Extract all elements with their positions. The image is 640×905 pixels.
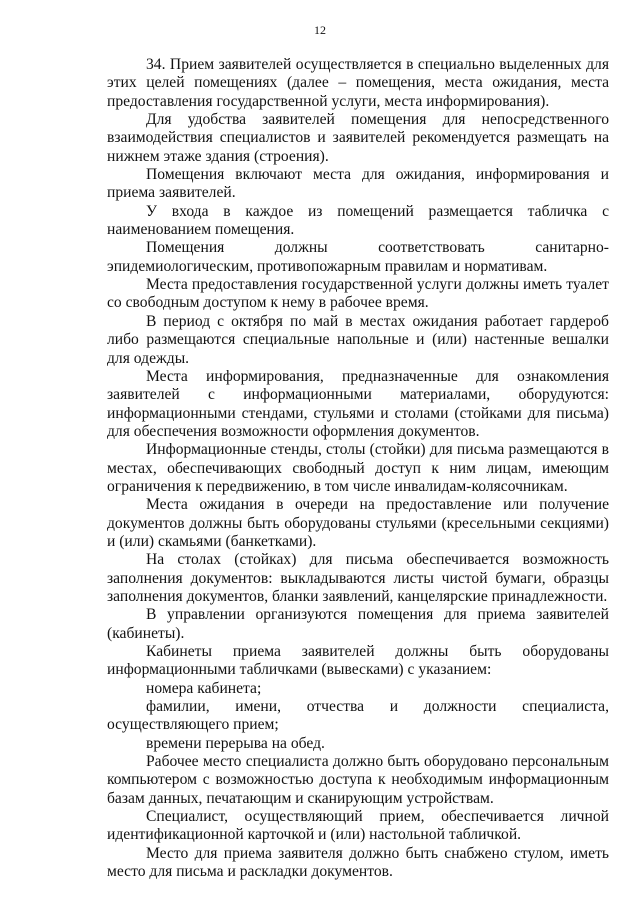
- paragraph-reception-premises: 34. Прием заявителей осуществляется в специально выделенных для этих целей помещениях (далее – помещения, места ожидания, места предоставления государственной услуги, места информирования).: [107, 56, 609, 110]
- page-number: 12: [314, 23, 326, 37]
- paragraph-premises-include: Помещения включают места для ожидания, информирования и приема заявителей.: [107, 166, 609, 202]
- paragraph-cloakroom: В период с октября по май в местах ожидания работает гардероб либо размещаются специальные напольные и (или) настенные вешалки для одежды.: [107, 312, 609, 367]
- paragraph-toilet: Места предоставления государственной услуги должны иметь туалет со свободным доступом к нему в рабочее время.: [107, 276, 609, 312]
- paragraph-ground-floor: Для удобства заявителей помещения для непосредственного взаимодействия специалистов и заявителей рекомендуется размещать на нижнем этаже здания (строения).: [107, 111, 609, 165]
- paragraph-information-stands: Информационные стенды, столы (стойки) для письма размещаются в местах, обеспечивающих свободный доступ к ним лицам, имеющим ограничения к передвижению, в том числе инвалидам-колясочникам.: [107, 441, 609, 495]
- paragraph-sanitary-rules: Помещения должны соответствовать санитарно-эпидемиологическим, противопожарным правилам и нормативам.: [107, 239, 609, 275]
- paragraph-workplace-computer: Рабочее место специалиста должно быть оборудовано персональным компьютером с возможностью доступа к необходимым информационным базам данных, печатающим и сканирующим устройствам.: [107, 753, 609, 807]
- document-body: [107, 56, 609, 881]
- paragraph-specialist-card: Специалист, осуществляющий прием, обеспечивается личной идентификационной карточкой и (или) настольной табличкой.: [107, 808, 609, 844]
- paragraph-reception-offices: В управлении организуются помещения для приема заявителей (кабинеты).: [107, 606, 609, 642]
- paragraph-applicant-place: Место для приема заявителя должно быть снабжено стулом, иметь место для письма и раскладки документов.: [107, 844, 609, 881]
- paragraph-writing-tables: На столах (стойках) для письма обеспечивается возможность заполнения документов: выкладываются листы чистой бумаги, образцы заполнения документов, бланки заявлений, канцелярские принадлежности.: [107, 551, 609, 605]
- list-item-lunch-break: времени перерыва на обед.: [146, 734, 325, 752]
- paragraph-office-signs: Кабинеты приема заявителей должны быть оборудованы информационными табличками (вывесками) с указанием:: [107, 643, 609, 679]
- list-item-specialist-name: фамилии, имени, отчества и должности специалиста, осуществляющего прием;: [107, 698, 609, 734]
- paragraph-information-places: Места информирования, предназначенные для ознакомления заявителей с информационными материалами, оборудуются: информационными стендами, стульями и столами (стойками для письма) для обеспечения возможности оформления документов.: [107, 367, 609, 440]
- paragraph-entrance-sign: У входа в каждое из помещений размещается табличка с наименованием помещения.: [107, 202, 609, 239]
- list-item-office-number: номера кабинета;: [146, 679, 262, 697]
- paragraph-waiting-places: Места ожидания в очереди на предоставление или получение документов должны быть оборудованы стульями (кресельными секциями) и (или) скамьями (банкетками).: [107, 496, 609, 550]
